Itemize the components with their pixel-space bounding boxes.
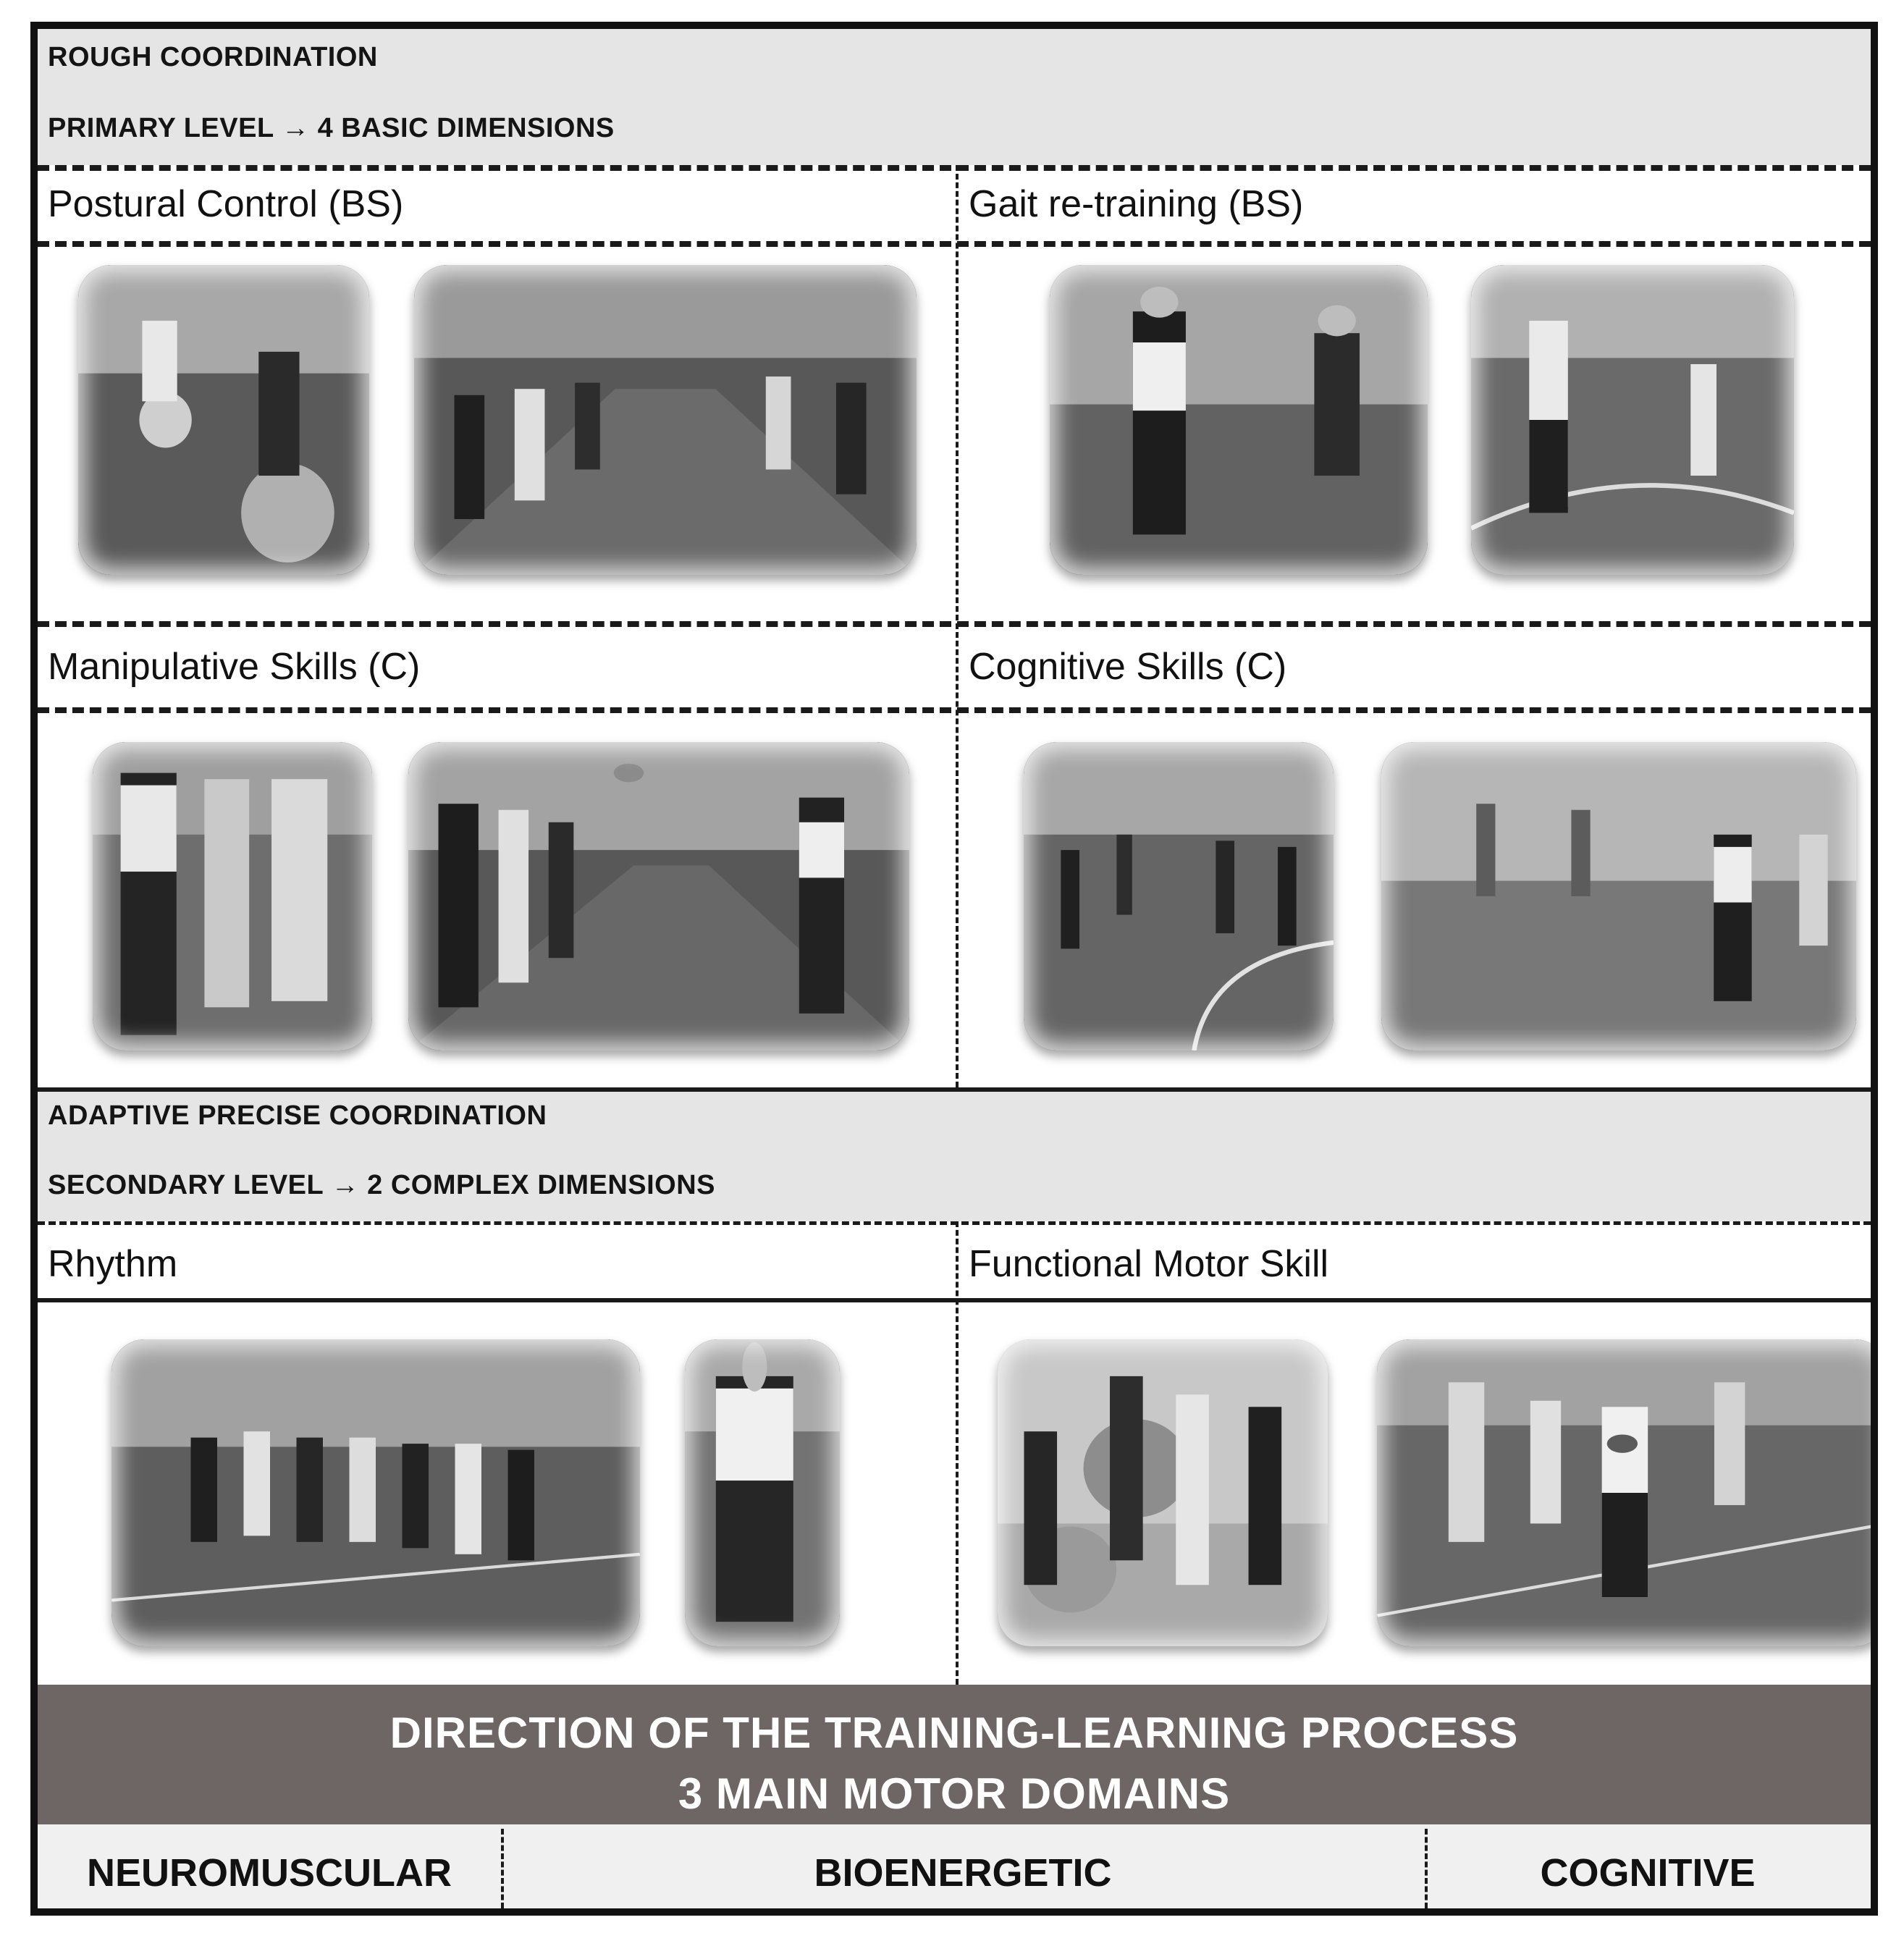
cognitive-label: COGNITIVE [1540, 1851, 1756, 1895]
divider-line [38, 1221, 1871, 1225]
functional-motor-skill-label: Functional Motor Skill [969, 1243, 1329, 1285]
gait-retraining-photo-1 [1050, 265, 1428, 575]
bioenergetic-label: BIOENERGETIC [814, 1851, 1112, 1895]
rhythm-photo-2 [685, 1339, 840, 1646]
motor-domains-row [38, 1824, 1871, 1908]
diagram-frame [30, 22, 1878, 1916]
secondary-level-line [48, 1170, 715, 1201]
column-divider-secondary [956, 1221, 959, 1685]
primary-level-text: PRIMARY LEVEL [48, 113, 274, 143]
manipulative-skills-photo-2 [408, 742, 909, 1050]
adaptive-precise-coordination-heading: ADAPTIVE PRECISE COORDINATION [48, 1100, 547, 1131]
gait-retraining-label: Gait re-training (BS) [969, 183, 1304, 225]
manipulative-skills-label: Manipulative Skills (C) [48, 646, 421, 688]
direction-subtitle: 3 MAIN MOTOR DOMAINS [678, 1769, 1231, 1818]
direction-banner [38, 1685, 1871, 1824]
postural-control-photo-2 [414, 265, 917, 575]
functional-motor-skill-photo-1 [998, 1339, 1328, 1646]
cognitive-skills-photo-2 [1381, 742, 1856, 1050]
secondary-dimensions-text: 2 COMPLEX DIMENSIONS [367, 1170, 716, 1200]
primary-dimensions-text: 4 BASIC DIMENSIONS [317, 113, 615, 143]
postural-control-photo-1 [78, 265, 369, 575]
gait-retraining-photo-2 [1471, 265, 1794, 575]
primary-level-band [38, 29, 1871, 165]
direction-title: DIRECTION OF THE TRAINING-LEARNING PROCESS [389, 1709, 1519, 1757]
divider-line [38, 621, 1871, 627]
manipulative-skills-photo-1 [93, 742, 372, 1050]
column-divider-primary [956, 165, 959, 1087]
secondary-level-band [38, 1087, 1871, 1221]
divider-line [38, 241, 1871, 247]
functional-motor-skill-photo-2 [1377, 1339, 1878, 1646]
rough-coordination-heading: ROUGH COORDINATION [48, 42, 378, 72]
primary-level-line [48, 113, 615, 144]
domain-divider-1 [501, 1829, 504, 1908]
rhythm-photo-1 [111, 1339, 640, 1646]
secondary-level-text: SECONDARY LEVEL [48, 1170, 324, 1200]
postural-control-label: Postural Control (BS) [48, 183, 404, 225]
neuromuscular-label: NEUROMUSCULAR [87, 1851, 452, 1895]
domain-divider-2 [1425, 1829, 1428, 1908]
divider-line [38, 165, 1871, 171]
arrow-icon: → [282, 113, 310, 143]
arrow-icon: → [331, 1170, 360, 1200]
divider-line [38, 1298, 1871, 1302]
divider-line [38, 707, 1871, 713]
cognitive-skills-photo-1 [1024, 742, 1334, 1050]
cognitive-skills-label: Cognitive Skills (C) [969, 646, 1287, 688]
rhythm-label: Rhythm [48, 1243, 178, 1285]
